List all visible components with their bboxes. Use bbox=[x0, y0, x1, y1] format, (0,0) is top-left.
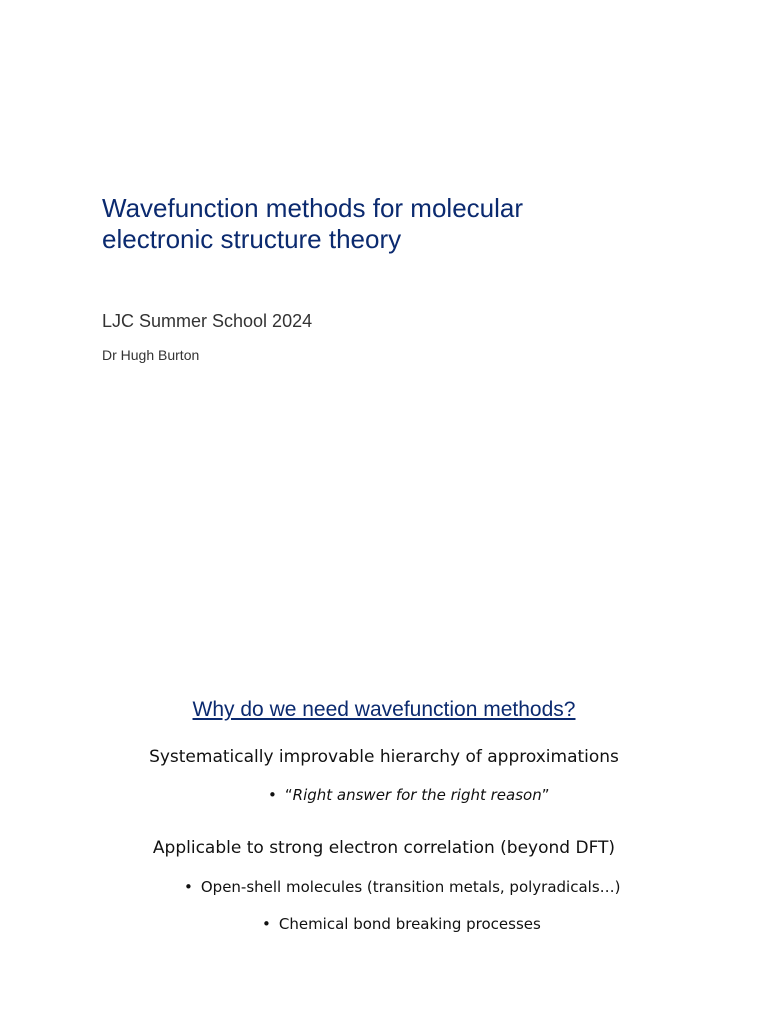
open-quote: “ bbox=[284, 786, 293, 804]
close-quote: ” bbox=[541, 786, 550, 804]
point-strong-correlation: Applicable to strong electron correlation (beyond DFT) bbox=[152, 838, 616, 858]
bullet-dot: • bbox=[268, 786, 277, 804]
event-subtitle: LJC Summer School 2024 bbox=[102, 311, 313, 331]
bullet-right-answer-text: Right answer for the right reason bbox=[292, 786, 542, 804]
presentation-title bbox=[102, 193, 662, 255]
bullet-open-shell bbox=[184, 878, 621, 896]
title-line-2: electronic structure theory bbox=[102, 224, 402, 254]
bullet-open-shell-text: Open-shell molecules (transition metals, polyradicals…) bbox=[200, 878, 621, 896]
bullet-bond-breaking bbox=[262, 915, 541, 933]
content-slide bbox=[0, 512, 768, 1024]
slide-heading[interactable] bbox=[0, 698, 768, 722]
author-name: Dr Hugh Burton bbox=[102, 347, 200, 363]
bullet-dot: • bbox=[262, 915, 271, 933]
bullet-bond-breaking-text: Chemical bond breaking processes bbox=[278, 915, 541, 933]
point-systematic: Systematically improvable hierarchy of approximations bbox=[149, 747, 619, 767]
bullet-dot: • bbox=[184, 878, 193, 896]
title-line-1: Wavefunction methods for molecular bbox=[102, 193, 524, 223]
slide-heading-link[interactable]: Why do we need wavefunction methods? bbox=[192, 698, 576, 721]
bullet-right-answer bbox=[268, 786, 550, 804]
